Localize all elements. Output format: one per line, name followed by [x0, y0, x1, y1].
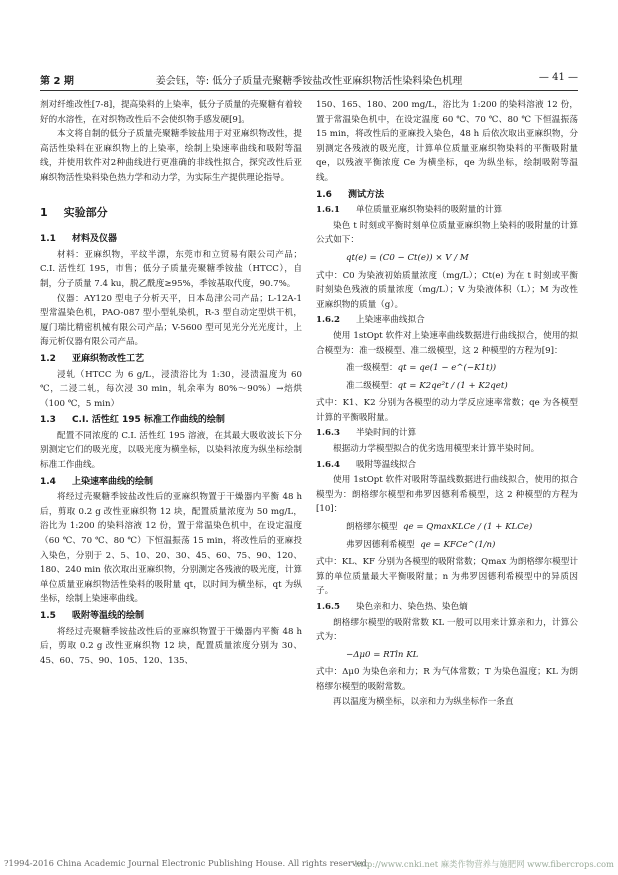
subsection-heading-1-2	[40, 352, 302, 367]
equation-langmuir	[346, 520, 578, 535]
subsubsection-heading-1-6-5	[316, 600, 578, 615]
right-column	[316, 98, 578, 709]
header-rule	[40, 90, 578, 91]
equation-freundlich	[346, 538, 578, 553]
subsection-number: 1.6	[316, 189, 332, 200]
section-number: 1	[40, 205, 48, 219]
kinetics-fitting-paragraph: 使用 1stOpt 软件对上染速率曲线数据进行曲线拟合，使用的拟合模型为：准一级模型、准二级模型，这 2 种模型的方程为[9]：	[316, 330, 578, 356]
subsection-title: 吸附等温线的绘制	[71, 611, 144, 621]
affinity-intro-paragraph: 朗格缪尔模型的吸附常数 KL 一般可以用来计算亲和力，计算公式为：	[316, 617, 578, 643]
standard-curve-paragraph: 配置不同浓度的 C.I. 活性红 195 溶液，在其最大吸收波长下分别测定它们的吸光度，以吸光度为横坐标，以染料浓度为纵坐标绘制标准工作曲线。	[40, 430, 302, 471]
isotherm-fitting-paragraph: 使用 1stOpt 软件对吸附等温线数据进行曲线拟合，使用的拟合模型为：朗格缪尔模型和弗罗因德利希模型，这 2 种模型的方程为[10]：	[316, 475, 578, 515]
subsubsection-title: 吸附等温线拟合	[355, 459, 417, 470]
subsubsection-number: 1.6.2	[316, 315, 340, 326]
subsubsection-heading-1-6-3	[316, 426, 578, 441]
materials-paragraph: 材料：亚麻织物，平纹半漂，东莞市和立贸易有限公司产品；C.I. 活性红 195，市售；低分子质量壳聚糖季铵盐（HTCC），自制，分子质量 7.4 ku，脱乙酰度≥95%，季铵基取代度，90.7%。	[40, 249, 302, 289]
subsubsection-title: 上染速率曲线拟合	[355, 315, 425, 326]
equation-body: qe = QmaxKLCe / (1 + KLCe)	[403, 522, 533, 533]
subsection-number: 1.2	[40, 353, 56, 364]
subsection-number: 1.5	[40, 611, 56, 621]
section-heading-1	[40, 206, 302, 221]
equation-pseudo-first-order	[346, 361, 578, 376]
subsection-title: C.I. 活性红 195 标准工作曲线的绘制	[71, 415, 225, 426]
subsubsection-title: 染色亲和力、染色热、染色熵	[355, 602, 468, 612]
affinity-continued-paragraph: 再以温度为横坐标，以亲和力为纵坐标作一条直	[333, 696, 514, 707]
subsubsection-number: 1.6.3	[316, 428, 340, 439]
left-column	[40, 98, 302, 668]
subsubsection-heading-1-6-2	[316, 313, 578, 328]
section-title: 实验部分	[63, 205, 108, 219]
equation-body: qt = qe(1 − e^(−K1t))	[397, 363, 497, 374]
equation-affinity: −Δμ0 = RTln KL	[346, 649, 419, 660]
subsubsection-heading-1-6-4	[316, 458, 578, 473]
subsection-title: 测试方法	[347, 189, 384, 200]
dyeing-rate-paragraph: 将经过壳聚糖季铵盐改性后的亚麻织物置于干燥器内平衡 48 h 后，剪取 0.2 g 改性亚麻织物 12 块，配置质量浓度为 50 mg/L，浴比为 1:200 的染料溶液 12 份，置于常温染色机中，在设定温度（60 ℃、70 ℃、80 ℃）下恒温振荡 15 min，将改性后的亚麻投入染色，分别于 2、5、10、20、30、45、60、75、90、120、180、240 min 依次取出亚麻织物，分别测定各残液的吸光度，计算单位质量亚麻织物活性染料的吸附量 qt，以时间为横坐标，qt 为纵坐标，绘制上染速率曲线。	[40, 492, 302, 605]
equation-label: 朗格缪尔模型	[346, 522, 398, 533]
half-dyeing-time-paragraph: 根据动力学模型拟合的优劣选用模型来计算半染时间。	[333, 444, 540, 455]
equation-body: qt = K2qe²t / (1 + K2qet)	[397, 380, 508, 391]
subsection-number: 1.4	[40, 476, 56, 487]
instruments-paragraph: 仪器：AY120 型电子分析天平，日本岛津公司产品；L-12A-1 型常温染色机，PAO-087 型小型轧染机，R-3 型自动定型烘干机，厦门瑞比精密机械有限公司产品；V-5600 型可见光分光光度计，上海元析仪器有限公司产品。	[40, 293, 302, 348]
subsection-heading-1-5	[40, 609, 302, 624]
website-watermark: http://www.cnki.net 麻类作物营养与施肥网 www.fibercrops.com	[354, 859, 614, 869]
equation-adsorption-amount: qt(e) = (C0 − Ct(e)) × V / M	[346, 252, 469, 263]
adsorption-symbols-paragraph: 式中：C0 为染液初始质量浓度（mg/L）；Ct(e) 为在 t 时刻或平衡时刻染色残液的质量浓度（mg/L）；V 为染液体积（L）；M 为改性亚麻织物的质量（g）。	[316, 270, 578, 310]
equation-label: 弗罗因德利希模型	[346, 539, 415, 550]
equation-body: qe = KFCe^(1/n)	[420, 539, 496, 550]
subsection-number: 1.1	[40, 234, 56, 245]
copyright-text: ?1994-2016 China Academic Journal Electronic Publishing House. All rights reserved.	[4, 858, 370, 868]
affinity-symbols-paragraph: 式中：Δμ0 为染色亲和力；R 为气体常数；T 为染色温度；KL 为朗格缪尔模型的吸附常数。	[316, 667, 578, 692]
page-footer	[4, 858, 614, 868]
running-title: 姜会钰，等: 低分子质量壳聚糖季铵盐改性亚麻织物活性染料染色机理	[155, 76, 463, 87]
running-header	[40, 72, 578, 90]
subsubsection-title: 半染时间的计算	[355, 428, 417, 439]
subsection-number: 1.3	[40, 415, 56, 426]
equation-label: 准二级模型：	[346, 380, 398, 391]
intro-paragraph-2: 本文将自制的低分子质量壳聚糖季铵盐用于对亚麻织物改性，提高活性染料在亚麻织物上的上染率，绘制上染速率曲线和吸附等温线，并使用软件对2种曲线进行更准确的非线性拟合，探究改性后亚麻织物活性染料染色热力学和动力学，为实际生产提供理论指导。	[40, 129, 302, 183]
subsubsection-number: 1.6.4	[316, 459, 340, 470]
subsubsection-number: 1.6.5	[316, 602, 340, 612]
kinetics-symbols-paragraph: 式中：K1、K2 分别为各模型的动力学反应速率常数；qe 为各模型计算的平衡吸附量。	[316, 398, 578, 423]
subsubsection-title: 单位质量亚麻织物染料的吸附量的计算	[355, 205, 503, 216]
intro-paragraph-1: 剂对纤维改性[7-8]，提高染料的上染率，低分子质量的壳聚糖有着较好的水溶性，在对织物改性后不会使织物手感发硬[9]。	[40, 100, 302, 125]
issue-label: 第 2 期	[40, 76, 74, 87]
subsection-heading-1-4	[40, 475, 302, 490]
isotherm-paragraph: 将经过壳聚糖季铵盐改性后的亚麻织物置于干燥器内平衡 48 h 后，剪取 0.2 g 改性亚麻织物 12 块，配置质量浓度分别为 30、45、60、75、90、105、120、135、	[40, 626, 302, 666]
subsection-title: 上染速率曲线的绘制	[71, 476, 153, 487]
isotherm-continued-paragraph: 150、165、180、200 mg/L，浴比为 1:200 的染料溶液 12 份，置于常温染色机中，在设定温度 60 ℃、70 ℃、80 ℃ 下恒温振荡 15 min，将改性后的亚麻投入染色，48 h 后依次取出亚麻织物，分别测定各残液的吸光度，计算单位质量亚麻织物染料的平衡吸附量 qe，以残液平衡浓度 Ce 为横坐标，qe 为纵坐标，绘制吸附等温线。	[316, 100, 578, 183]
subsection-heading-1-6	[316, 188, 578, 203]
page-number: — 41 —	[538, 72, 578, 83]
equation-pseudo-second-order	[346, 379, 578, 394]
subsection-title: 亚麻织物改性工艺	[71, 353, 144, 364]
adsorption-intro-paragraph: 染色 t 时刻或平衡时刻单位质量亚麻织物上染料的吸附量的计算公式如下：	[316, 220, 578, 246]
subsubsection-heading-1-6-1	[316, 203, 578, 218]
subsection-heading-1-1	[40, 232, 302, 247]
subsubsection-number: 1.6.1	[316, 205, 340, 216]
modification-process-paragraph: 浸轧（HTCC 为 6 g/L，浸渍浴比为 1:30，浸渍温度为 60 ℃，二浸二轧，每次浸 30 min，轧余率为 80%～90%）→焙烘（100 ℃，5 min）	[40, 369, 302, 409]
subsection-heading-1-3	[40, 413, 302, 428]
equation-label: 准一级模型：	[346, 363, 398, 374]
subsection-title: 材料及仪器	[71, 234, 117, 245]
isotherm-symbols-paragraph: 式中：KL、KF 分别为各模型的吸附常数；Qmax 为朗格缪尔模型计算的单位质量最大平衡吸附量；n 为弗罗因德利希模型中的异质因子。	[316, 557, 578, 597]
